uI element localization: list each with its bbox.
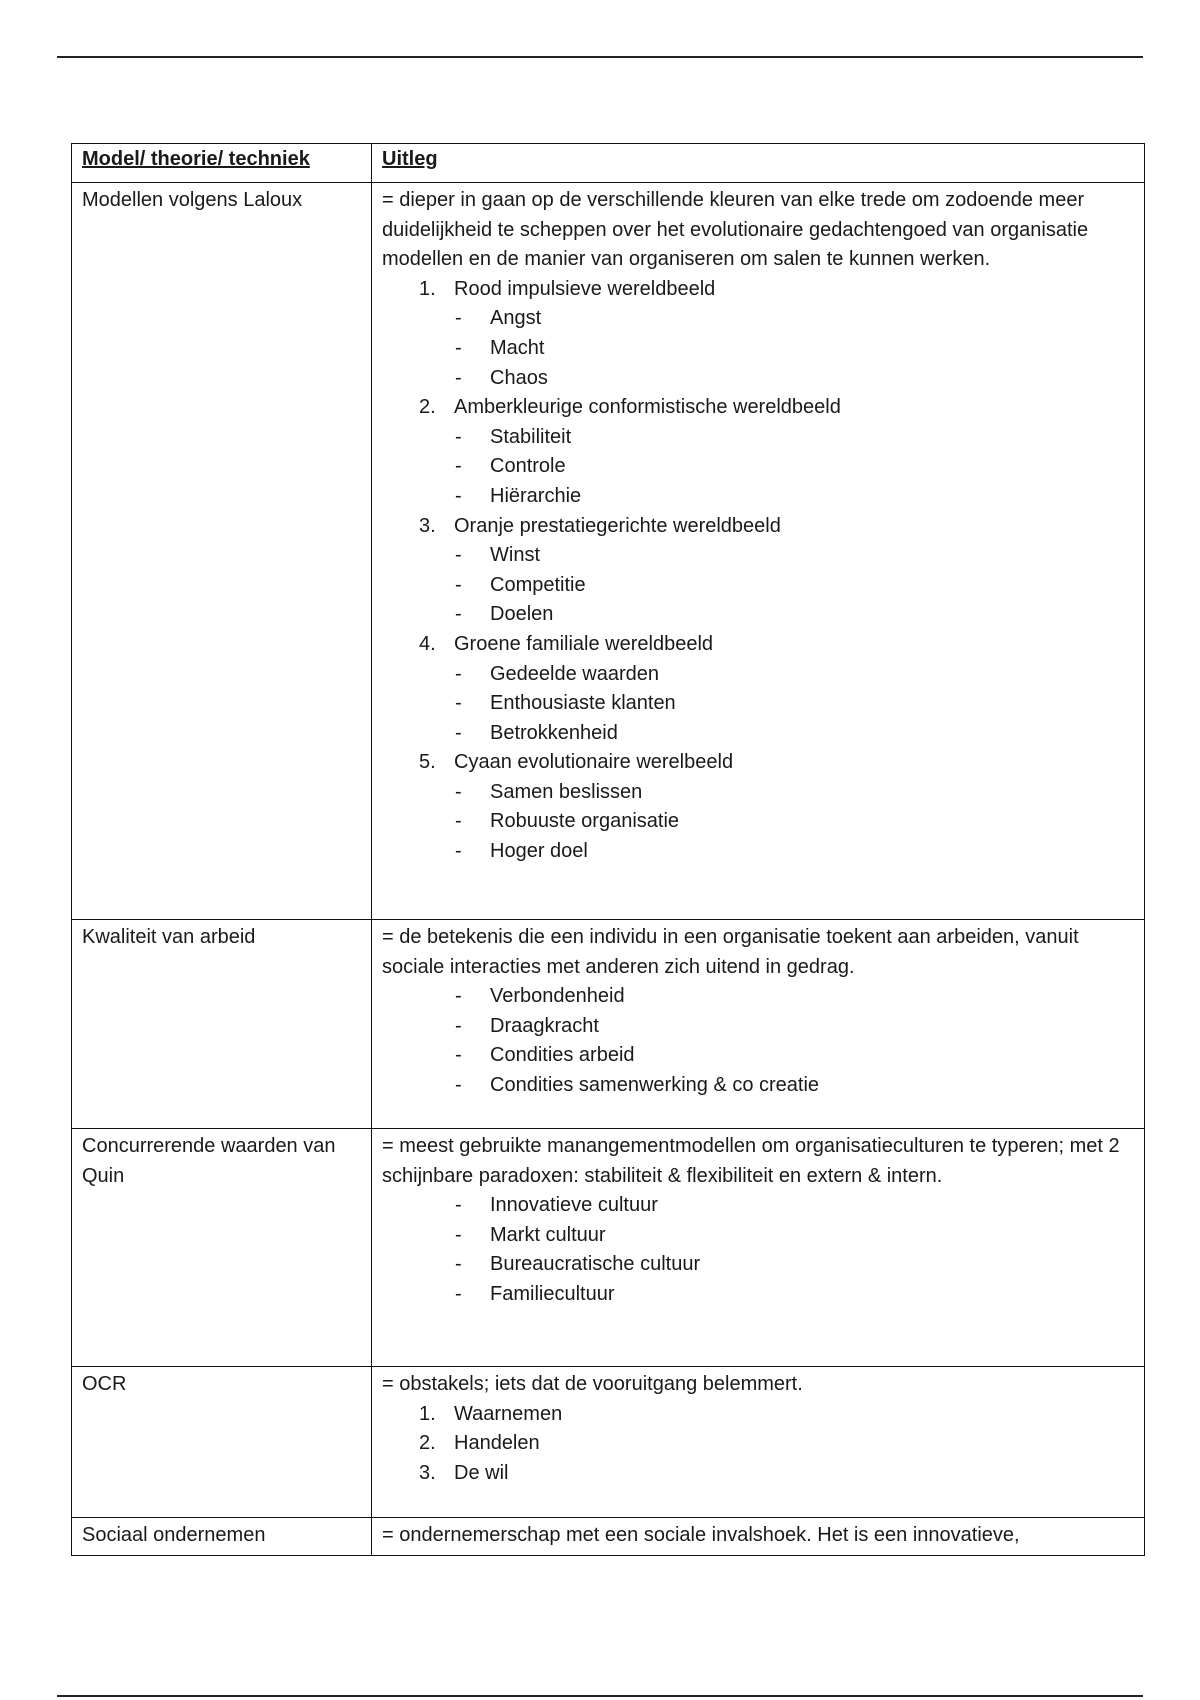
list-item-label: Doelen (490, 603, 554, 626)
list-item-label: Gedeelde waarden (490, 662, 660, 685)
list-item-label: Chaos (490, 366, 548, 389)
list-number: 2. (419, 396, 436, 419)
definition-text: = dieper in gaan op de verschillende kleuren van elke trede om zodoende meer duidelijkheid te scheppen over het evolutionaire gedachtengoed van organisatie modellen en de manier van organiseren om salen te kunnen werken. (382, 189, 1089, 271)
dash-bullet: - (455, 455, 462, 478)
table-header-row (72, 144, 1145, 183)
bullet-list (382, 1191, 1134, 1309)
list-item-label: Rood impulsieve wereldbeeld (454, 277, 716, 300)
list-item (382, 1250, 1134, 1280)
list-item (454, 423, 1134, 453)
dash-bullet: - (455, 336, 462, 359)
dash-bullet: - (455, 425, 462, 448)
dash-bullet: - (455, 985, 462, 1008)
explanation-cell (372, 1129, 1145, 1367)
dash-bullet: - (455, 544, 462, 567)
header-uitleg: Uitleg (372, 144, 1145, 183)
list-item-label: Amberkleurige conformistische wereldbeeld (454, 396, 841, 419)
list-number: 1. (419, 277, 436, 300)
list-item-label: Competitie (490, 573, 586, 596)
table-row (72, 920, 1145, 1129)
list-item (382, 1071, 1134, 1101)
list-item-label: Controle (490, 455, 566, 478)
term-cell: Sociaal ondernemen (72, 1518, 372, 1556)
dash-bullet: - (455, 1223, 462, 1246)
list-item-label: Markt cultuur (490, 1223, 606, 1246)
list-item-label: Bureaucratische cultuur (490, 1253, 701, 1276)
list-item-label: Samen beslissen (490, 780, 643, 803)
list-item-label: Oranje prestatiegerichte wereldbeeld (454, 514, 781, 537)
list-item (382, 1012, 1134, 1042)
list-item-label: Verbondenheid (490, 985, 625, 1008)
footer-rule (57, 1695, 1143, 1697)
list-item (382, 1400, 1134, 1430)
explanation-cell (372, 1518, 1145, 1556)
list-item-label: Draagkracht (490, 1014, 599, 1037)
explanation-cell (372, 920, 1145, 1129)
list-item (454, 807, 1134, 837)
list-item-label: Hoger doel (490, 840, 588, 863)
dash-bullet: - (455, 780, 462, 803)
dash-bullet: - (455, 1282, 462, 1305)
list-item (382, 630, 1134, 748)
dash-bullet: - (455, 692, 462, 715)
dash-bullet: - (455, 1253, 462, 1276)
list-item (454, 482, 1134, 512)
dash-bullet: - (455, 1044, 462, 1067)
definition-text: = meest gebruikte manangementmodellen om organisatieculturen te typeren; met 2 schijnbare paradoxen: stabiliteit & flexibiliteit en extern & intern. (382, 1135, 1120, 1187)
list-item (382, 982, 1134, 1012)
dash-bullet: - (455, 307, 462, 330)
bullet-list (382, 982, 1134, 1100)
list-item-label: Angst (490, 307, 542, 330)
definition-text: = ondernemerschap met een sociale invalshoek. Het is een innovatieve, (382, 1524, 1020, 1546)
dash-bullet: - (455, 1014, 462, 1037)
table-row (72, 1367, 1145, 1518)
dash-bullet: - (455, 573, 462, 596)
list-item-label: Betrokkenheid (490, 721, 618, 744)
list-item (382, 1221, 1134, 1251)
list-item-label: Waarnemen (454, 1402, 563, 1425)
list-item-label: Winst (490, 544, 540, 567)
list-number: 1. (419, 1402, 436, 1425)
list-item-label: Stabiliteit (490, 425, 572, 448)
list-item (454, 719, 1134, 749)
list-item-label: Condities arbeid (490, 1044, 635, 1067)
list-item (454, 660, 1134, 690)
bullet-list (454, 423, 1134, 512)
bullet-list (454, 541, 1134, 630)
term-cell: Modellen volgens Laloux (72, 183, 372, 920)
list-number: 5. (419, 751, 436, 774)
list-item (454, 304, 1134, 334)
list-item (382, 1459, 1134, 1489)
list-number: 3. (419, 1461, 436, 1484)
list-item-label: Innovatieve cultuur (490, 1194, 658, 1217)
explanation-cell (372, 183, 1145, 920)
theory-table (71, 143, 1145, 1556)
bullet-list (454, 660, 1134, 749)
table-row (72, 1518, 1145, 1556)
dash-bullet: - (455, 840, 462, 863)
list-item-label: Groene familiale wereldbeeld (454, 632, 714, 655)
dash-bullet: - (455, 1194, 462, 1217)
list-item (382, 1041, 1134, 1071)
dash-bullet: - (455, 484, 462, 507)
dash-bullet: - (455, 1073, 462, 1096)
numbered-list (382, 1400, 1134, 1489)
list-item (454, 364, 1134, 394)
table-row (72, 183, 1145, 920)
dash-bullet: - (455, 366, 462, 389)
list-item (454, 600, 1134, 630)
bullet-list (454, 778, 1134, 867)
list-item-label: Condities samenwerking & co creatie (490, 1073, 820, 1096)
list-number: 2. (419, 1432, 436, 1455)
term-cell: Kwaliteit van arbeid (72, 920, 372, 1129)
dash-bullet: - (455, 810, 462, 833)
list-item (382, 1429, 1134, 1459)
term-cell: OCR (72, 1367, 372, 1518)
header-rule (57, 56, 1143, 58)
list-item (382, 393, 1134, 511)
list-item (454, 837, 1134, 867)
header-model: Model/ theorie/ techniek (72, 144, 372, 183)
list-item-label: Robuuste organisatie (490, 810, 680, 833)
list-number: 3. (419, 514, 436, 537)
list-item (382, 512, 1134, 630)
dash-bullet: - (455, 662, 462, 685)
explanation-cell (372, 1367, 1145, 1518)
table-row (72, 1129, 1145, 1367)
definition-text: = de betekenis die een individu in een organisatie toekent aan arbeiden, vanuit sociale interacties met anderen zich uitend in gedrag. (382, 926, 1079, 978)
list-item-label: Enthousiaste klanten (490, 692, 676, 715)
dash-bullet: - (455, 603, 462, 626)
term-cell: Concurrerende waarden van Quin (72, 1129, 372, 1367)
list-item (454, 689, 1134, 719)
list-item (454, 778, 1134, 808)
dash-bullet: - (455, 721, 462, 744)
list-number: 4. (419, 632, 436, 655)
list-item-label: Cyaan evolutionaire werelbeeld (454, 751, 734, 774)
list-item (382, 748, 1134, 866)
list-item (382, 1280, 1134, 1310)
list-item (454, 571, 1134, 601)
list-item (454, 334, 1134, 364)
bullet-list (454, 304, 1134, 393)
list-item (382, 1191, 1134, 1221)
list-item-label: Hiërarchie (490, 484, 582, 507)
list-item (454, 541, 1134, 571)
list-item (382, 275, 1134, 393)
list-item-label: Handelen (454, 1432, 540, 1455)
numbered-list (382, 275, 1134, 867)
list-item-label: De wil (454, 1461, 509, 1484)
list-item (454, 452, 1134, 482)
list-item-label: Familiecultuur (490, 1282, 615, 1305)
list-item-label: Macht (490, 336, 545, 359)
definition-text: = obstakels; iets dat de vooruitgang belemmert. (382, 1373, 803, 1395)
